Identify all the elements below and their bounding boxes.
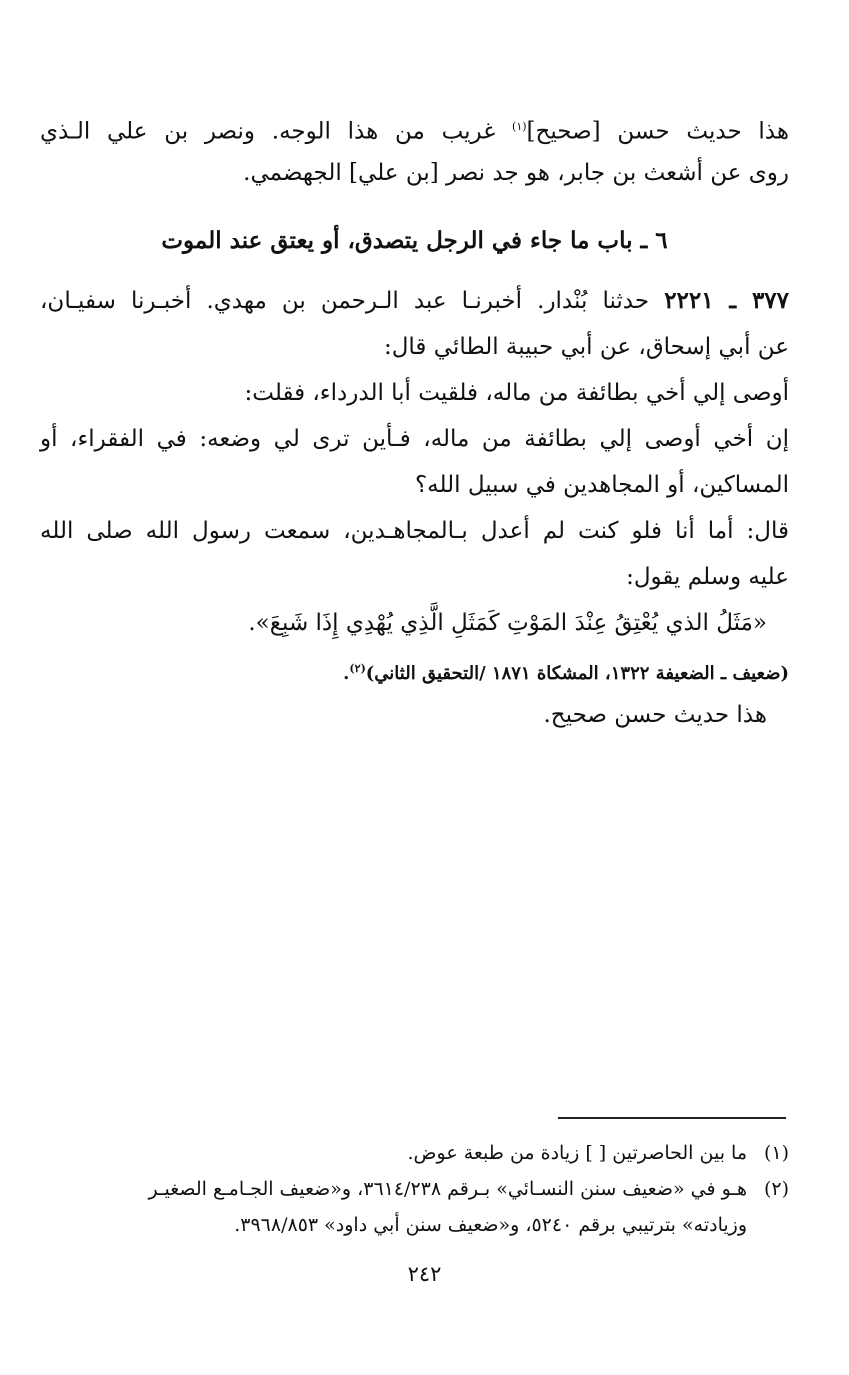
grading-text: (ضعيف ـ الضعيفة ١٣٢٢، المشكاة ١٨٧١ /التحقيق الثاني) [365,663,789,684]
footnote-2-continued: وزيادته» بترتيبي برقم ٥٢٤٠، و«ضعيف سنن أبي داود» ٣٩٦٨/٨٥٣. [234,1214,747,1236]
hadith-number: ٣٧٧ ـ ٢٢٢١ [664,287,789,314]
grading-period: . [343,663,350,684]
hadith-line-4: إن أخي أوصى إلي بطائفة من ماله، فـأين ترى لي وضعه: في الفقراء، أو [40,426,789,452]
grading-line [40,646,789,692]
hadith-line-3: أوصى إلي أخي بطائفة من ماله، فلقيت أبا الدرداء، فقلت: [244,380,789,406]
footnote-ref-2: (٢) [349,662,366,675]
footnotes [40,1135,789,1243]
intro-line-1 [40,104,789,150]
footnote-2-number: (٢) [763,1178,789,1200]
hadith-isnad-start: حدثنا بُنْدار. أخبرنـا عبد الـرحمن بن مهدي. أخبـرنا سفيـان، [40,288,665,314]
page-number: ٢٤٢ [407,1262,442,1286]
footnote-1 [40,1135,789,1171]
prophetic-quote: «مَثَلُ الذي يُعْتِقُ عِنْدَ المَوْتِ كَمَثَلِ الَّذِي يُهْدِي إِذَا شَبِعَ». [248,610,767,636]
footnote-separator [558,1117,786,1119]
footnote-2 [40,1171,789,1207]
footnote-1-text: ما بين الحاصرتين [ ] زيادة من طبعة عوض. [407,1142,747,1164]
intro-paragraph [40,104,789,196]
intro-line-2: روى عن أشعث بن جابر، هو جد نصر [بن علي] الجهضمي. [243,160,789,186]
hadith-line-5: المساكين، أو المجاهدين في سبيل الله؟ [414,472,789,498]
footnote-2-text: هـو في «ضعيف سنن النسـائي» بـرقم ٣٦١٤/٢٣٨، و«ضعيف الجـامـع الصغيـر [148,1178,747,1200]
hadith-line-2: عن أبي إسحاق، عن أبي حبيبة الطائي قال: [383,334,789,360]
hadith-line-6: قال: أما أنا فلو كنت لم أعدل بـالمجاهـدين، سمعت رسول الله صلى الله [40,518,789,544]
intro-text-b: غريب من هذا الوجه. ونصر بن علي الـذي [40,118,513,145]
hadith-block [40,278,789,738]
footnote-ref-1: (١) [512,120,527,133]
footnote-1-number: (١) [763,1142,789,1164]
hadith-line-7: عليه وسلم يقول: [626,564,789,590]
intro-text-a: هذا حديث حسن [صحيح] [526,118,789,145]
hadith-line-1 [40,278,789,324]
chapter-heading: ٦ ـ باب ما جاء في الرجل يتصدق، أو يعتق عند الموت [161,227,668,254]
closing-line: هذا حديث حسن صحيح. [543,702,767,728]
